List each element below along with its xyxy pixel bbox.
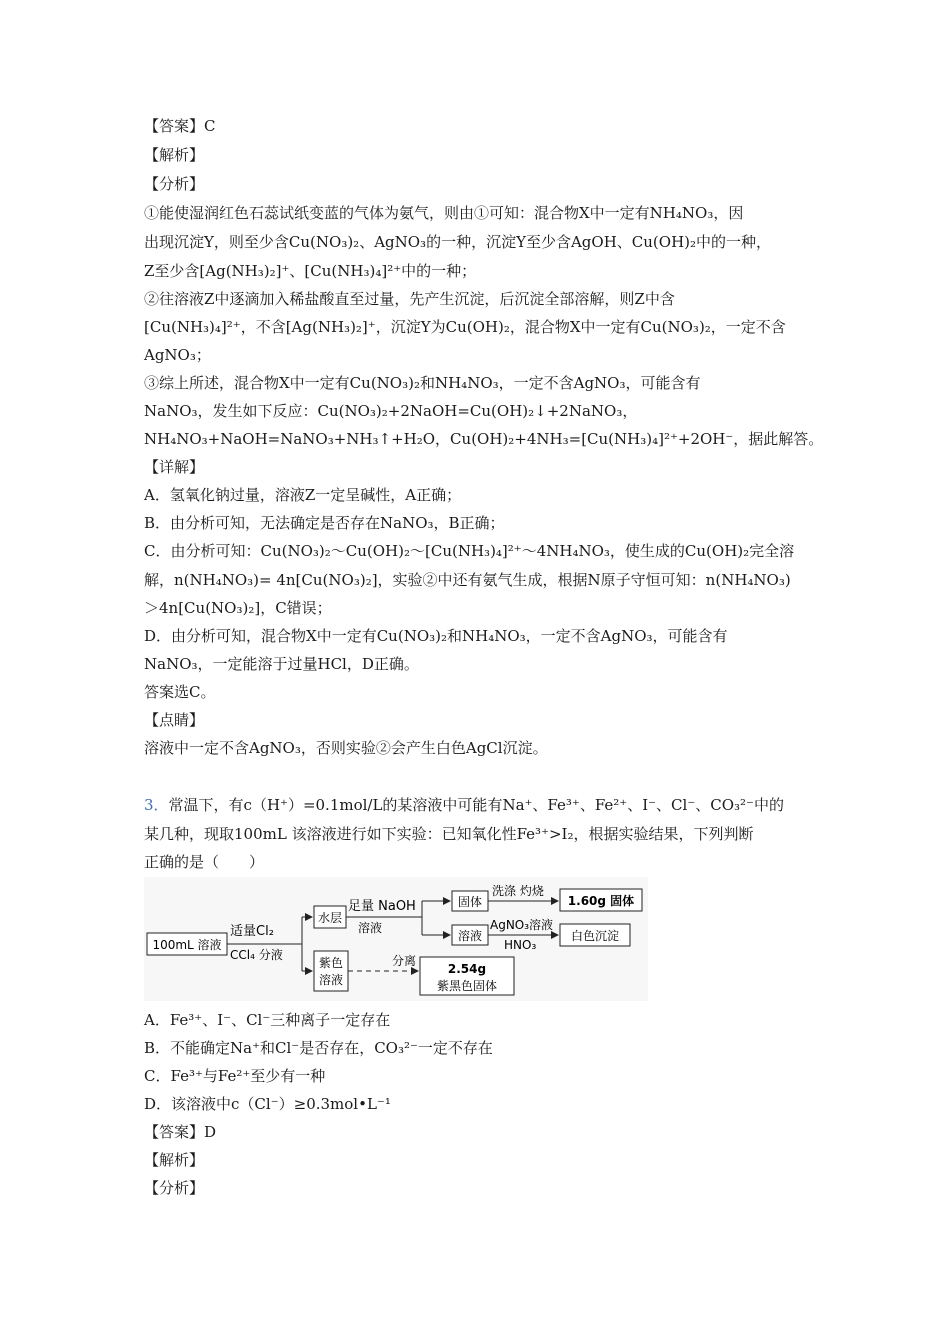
analysis-subheading: 【分析】: [144, 175, 205, 193]
text-line: ②往溶液Z中逐滴加入稀盐酸直至过量，先产生沉淀，后沉淀全部溶解，则Z中含: [144, 290, 675, 308]
text-line: 正确的是（ ）: [144, 853, 265, 871]
purple-label-2: 溶液: [318, 973, 344, 987]
detail-heading: 【详解】: [144, 458, 205, 476]
separate-label: 分离: [392, 954, 417, 968]
result-label-2: 白色沉淀: [570, 929, 620, 943]
result-label-1: 1.60g 固体: [567, 894, 635, 908]
option-d-explain: D．由分析可知，混合物X中一定有Cu(NO₃)₂和NH₄NO₃，一定不含AgNO₃，可能含有: [144, 627, 728, 645]
key-point-text: 溶液中一定不含AgNO₃，否则实验②会产生白色AgCl沉淀。: [144, 739, 548, 757]
question-number: 3．: [144, 796, 169, 814]
text-line: [Cu(NH₃)₄]²⁺，不含[Ag(NH₃)₂]⁺，沉淀Y为Cu(OH)₂，混合物X中一定有Cu(NO₃)₂，一定不含: [144, 318, 786, 336]
text-line: AgNO₃；: [144, 346, 211, 364]
analysis-subheading-2: 【分析】: [144, 1179, 205, 1197]
analysis-heading-2: 【解析】: [144, 1151, 205, 1169]
agno3-label: AgNO₃溶液: [490, 918, 554, 932]
question-3: [144, 795, 784, 815]
experiment-flow-diagram: [144, 877, 648, 1001]
answer-choice: 答案选C。: [144, 683, 216, 701]
text-line: Z至少含[Ag(NH₃)₂]⁺、[Cu(NH₃)₄]²⁺中的一种；: [144, 262, 477, 280]
solution-label: 溶液: [457, 929, 483, 943]
result-label-3b: 紫黑色固体: [436, 979, 498, 993]
solid-label: 固体: [457, 895, 483, 909]
text-line: 某几种，现取100mL 该溶液进行如下实验：已知氧化性Fe³⁺>I₂，根据实验结果，下列判断: [144, 825, 754, 843]
text-line: 出现沉淀Y，则至少含Cu(NO₃)₂、AgNO₃的一种，沉淀Y至少含AgOH、Cu(OH)₂中的一种，: [144, 233, 772, 251]
hno3-label: HNO₃: [504, 938, 537, 952]
text-line: 解，n(NH₄NO₃)= 4n[Cu(NO₃)₂]，实验②中还有氨气生成，根据N原子守恒可知：n(NH₄NO₃): [144, 571, 791, 589]
reagent-ccl4: CCl₄ 分液: [230, 948, 283, 962]
analysis-heading: 【解析】: [144, 146, 205, 164]
answer-line-2: 【答案】D: [144, 1123, 217, 1141]
naoh-label: 足量 NaOH: [348, 899, 416, 914]
wash-burn-label: 洗涤 灼烧: [492, 884, 544, 898]
option-c-explain: C．由分析可知：Cu(NO₃)₂～Cu(OH)₂～[Cu(NH₃)₄]²⁺～4NH₄NO₃，使生成的Cu(OH)₂完全溶: [144, 542, 795, 560]
key-point-heading: 【点睛】: [144, 711, 205, 729]
start-label: 100mL 溶液: [152, 938, 222, 952]
reagent-cl2: 适量Cl₂: [230, 924, 274, 939]
option-c: C．Fe³⁺与Fe²⁺至少有一种: [144, 1067, 326, 1085]
text-line: ＞4n[Cu(NO₃)₂]，C错误；: [144, 599, 332, 617]
option-a-explain: A．氢氧化钠过量，溶液Z一定呈碱性，A正确；: [144, 486, 462, 504]
option-b: B．不能确定Na⁺和Cl⁻是否存在，CO₃²⁻一定不存在: [144, 1039, 493, 1057]
text-line: ③综上所述，混合物X中一定有Cu(NO₃)₂和NH₄NO₃，一定不含AgNO₃，可能含有: [144, 374, 701, 392]
naoh-solution-label: 溶液: [358, 921, 383, 935]
water-layer-label: 水层: [317, 911, 343, 925]
text-line: NaNO₃，一定能溶于过量HCl，D正确。: [144, 655, 419, 673]
option-b-explain: B．由分析可知，无法确定是否存在NaNO₃，B正确；: [144, 514, 505, 532]
answer-line: 【答案】C: [144, 117, 216, 135]
purple-label-1: 紫色: [318, 956, 344, 970]
option-a: A．Fe³⁺、I⁻、Cl⁻三种离子一定存在: [144, 1011, 391, 1029]
question-text: 常温下，有c（H⁺）=0.1mol/L的某溶液中可能有Na⁺、Fe³⁺、Fe²⁺、I⁻、Cl⁻、CO₃²⁻中的: [168, 796, 784, 814]
text-line: NH₄NO₃+NaOH=NaNO₃+NH₃↑+H₂O，Cu(OH)₂+4NH₃=[Cu(NH₃)₄]²⁺+2OH⁻，据此解答。: [144, 430, 824, 448]
result-label-3a: 2.54g: [447, 962, 487, 976]
text-line: ①能使湿润红色石蕊试纸变蓝的气体为氨气，则由①可知：混合物X中一定有NH₄NO₃，因: [144, 204, 744, 222]
option-d: D．该溶液中c（Cl⁻）≥0.3mol•L⁻¹: [144, 1095, 391, 1113]
text-line: NaNO₃，发生如下反应：Cu(NO₃)₂+2NaOH=Cu(OH)₂↓+2NaNO₃，: [144, 402, 638, 420]
